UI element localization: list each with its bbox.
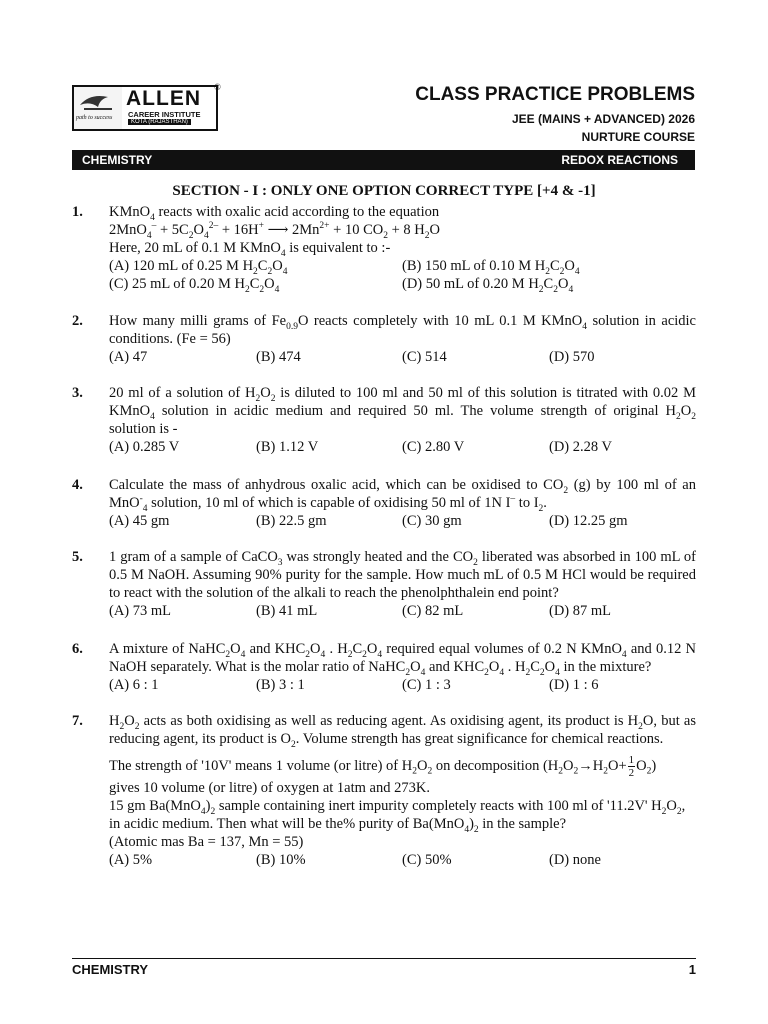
option-a: (A) 6 : 1 [109,677,159,693]
question-4 [72,476,696,530]
question-5 [72,548,696,620]
option-d: (D) 50 mL of 0.20 M $H_2C_2O_4$ [402,276,574,295]
question-body: 1 gram of a sample of CaCO$_3$ was strongly heated and the $CO_2$ liberated was absorbed in 100 mL of 0.5 M NaOH. Assuming 90% purity for the sample. How much mL of 0.5 M HCl would be required to react with the solution of the alkali to reach the phenolphthalein end point? (A) 73 mL (B) 41 mL (C) 82 mL (D) 87 mL [109,549,696,619]
question-body: $H_2O_2$ acts as both oxidising as well as reducing agent. As oxidising agent, its product is $H_2O$, but as reducing agent, its product is $O_2$. Volume strength has great significance for chemical reactions. The strength of '10V' means 1 volume (or litre) of $H_2O_2$ on decomposition ($H_2O_2\to H_2O+$ $\frac{1}{2}$ $O_2$) gives 10 volume (or litre) of oxygen at 1atm and 273K. 15 gm $Ba(MnO_4)_2$ sample containing inert impurity completely reacts with 100 ml of '11.2V' $H_2O_2$, in acidic medium. Then what will be the% purity of $Ba(MnO_4)_2$ in the sample? (Atomic mas Ba = 137, Mn = 55) (A) 5% (B) 10% (C) 50% (D) none [109,713,696,868]
question-3 [72,384,696,456]
option-d: (D) none [549,852,601,868]
options-row [109,512,696,530]
question-1 [72,203,696,293]
question-7 [72,712,696,869]
options-row [109,275,696,293]
options-row [109,602,696,620]
option-d: (D) 12.25 gm [549,513,628,529]
registered-mark: ® [214,82,221,92]
option-b: (B) 1.12 V [256,439,319,455]
footer-rule [72,958,696,959]
option-a: (A) 73 mL [109,603,172,619]
footer-subject: CHEMISTRY [72,962,149,977]
option-d: (D) 570 [549,349,595,365]
course-name: NURTURE COURSE [581,130,695,144]
subject-banner [72,150,695,170]
question-6 [72,640,696,694]
option-a: (A) 120 mL of 0.25 M $H_2C_2O_4$ [109,258,288,277]
question-body: 20 ml of a solution of $H_2O_2$ is diluted to 100 ml and 50 ml of this solution is titrated with 0.02 M KMnO$_4$ solution in acidic medium and required 50 ml. The volume strength of original $H_2O_2$ solution is - (A) 0.285 V (B) 1.12 V (C) 2.80 V (D) 2.28 V [109,385,696,455]
option-b: (B) 150 mL of 0.10 M $H_2C_2O_4$ [402,258,580,277]
option-c: (C) 25 mL of 0.20 M $H_2C_2O_4$ [109,276,280,295]
options-row [109,676,696,694]
question-number: 4. [72,477,83,493]
option-d: (D) 87 mL [549,603,612,619]
question-number: 1. [72,204,83,220]
options-row [109,257,696,275]
option-c: (C) 30 gm [402,513,462,529]
logo-wordmark: ALLEN [126,87,201,110]
option-a: (A) 47 [109,349,148,365]
options-row [109,851,696,869]
logo-tagline: path to success [76,115,113,121]
question-number: 6. [72,641,83,657]
section-title: SECTION - I : ONLY ONE OPTION CORRECT TYPE [+4 & -1] [172,183,596,199]
question-body: How many milli grams of $Fe_{0.9}O$ reacts completely with 10 mL 0.1 M KMnO$_4$ solution in acidic conditions. (Fe = 56) (A) 47 (B) 474 (C) 514 (D) 570 [109,313,696,365]
logo-subtitle: CAREER INSTITUTE [128,110,201,119]
banner-topic: REDOX REACTIONS [561,153,678,167]
question-body: KMnO$_4$ reacts with oxalic acid according to the equation $2MnO_4^- + 5C_2O_4^{2-} + 16H^+$ ⟶ $2Mn^{2+} + 10$ $CO_2 + 8$ $H_2O$ Here, 20 mL of 0.1 M KMnO$_4$ is equivalent to :- (A) 120 mL of 0.25 M $H_2C_2O_4$ (B) 150 mL of 0.10 M $H_2C_2O_4$ (C) 25 mL of 0.20 M $H_2C_2O_4$ (D) 50 mL of 0.20 M $H_2C_2O_4$ [109,203,696,293]
page-number: 1 [688,962,696,977]
logo-emblem-icon [74,87,122,129]
options-row [109,348,696,366]
question-number: 7. [72,713,83,729]
option-c: (C) 2.80 V [402,439,465,455]
options-row [109,438,696,456]
option-b: (B) 3 : 1 [256,677,305,693]
option-b: (B) 41 mL [256,603,318,619]
question-body: Calculate the mass of anhydrous oxalic acid, which can be oxidised to $CO_2$ (g) by 100 ml of an MnO-$_4$ solution, 10 ml of which is capable of oxidising 50 ml of 1N I– to $I_2$. (A) 45 gm (B) 22.5 gm (C) 30 gm (D) 12.25 gm [109,477,696,529]
page-title: CLASS PRACTICE PROBLEMS [415,84,695,105]
logo-location: KOTA (RAJASTHAN) [128,119,191,125]
option-a: (A) 45 gm [109,513,170,529]
option-b: (B) 22.5 gm [256,513,327,529]
option-b: (B) 10% [256,852,306,868]
option-d: (D) 1 : 6 [549,677,599,693]
question-2 [72,312,696,366]
option-c: (C) 82 mL [402,603,464,619]
option-c: (C) 514 [402,349,447,365]
question-number: 2. [72,313,83,329]
option-c: (C) 1 : 3 [402,677,451,693]
question-body: A mixture of $NaHC_2O_4$ and $KHC_2O_4$ . $H_2C_2O_4$ required equal volumes of 0.2 N KMnO$_4$ and 0.12 N NaOH separately. What is the molar ratio of $NaHC_2O_4$ and $KHC_2O_4$ . $H_2C_2O_4$ in the mixture? (A) 6 : 1 (B) 3 : 1 (C) 1 : 3 (D) 1 : 6 [109,641,696,693]
question-number: 3. [72,385,83,401]
banner-subject: CHEMISTRY [82,153,153,167]
option-c: (C) 50% [402,852,452,868]
exam-subtitle: JEE (MAINS + ADVANCED) 2026 [511,112,695,126]
question-number: 5. [72,549,83,565]
option-a: (A) 5% [109,852,153,868]
allen-logo [72,85,218,131]
option-d: (D) 2.28 V [549,439,612,455]
option-a: (A) 0.285 V [109,439,180,455]
option-b: (B) 474 [256,349,301,365]
